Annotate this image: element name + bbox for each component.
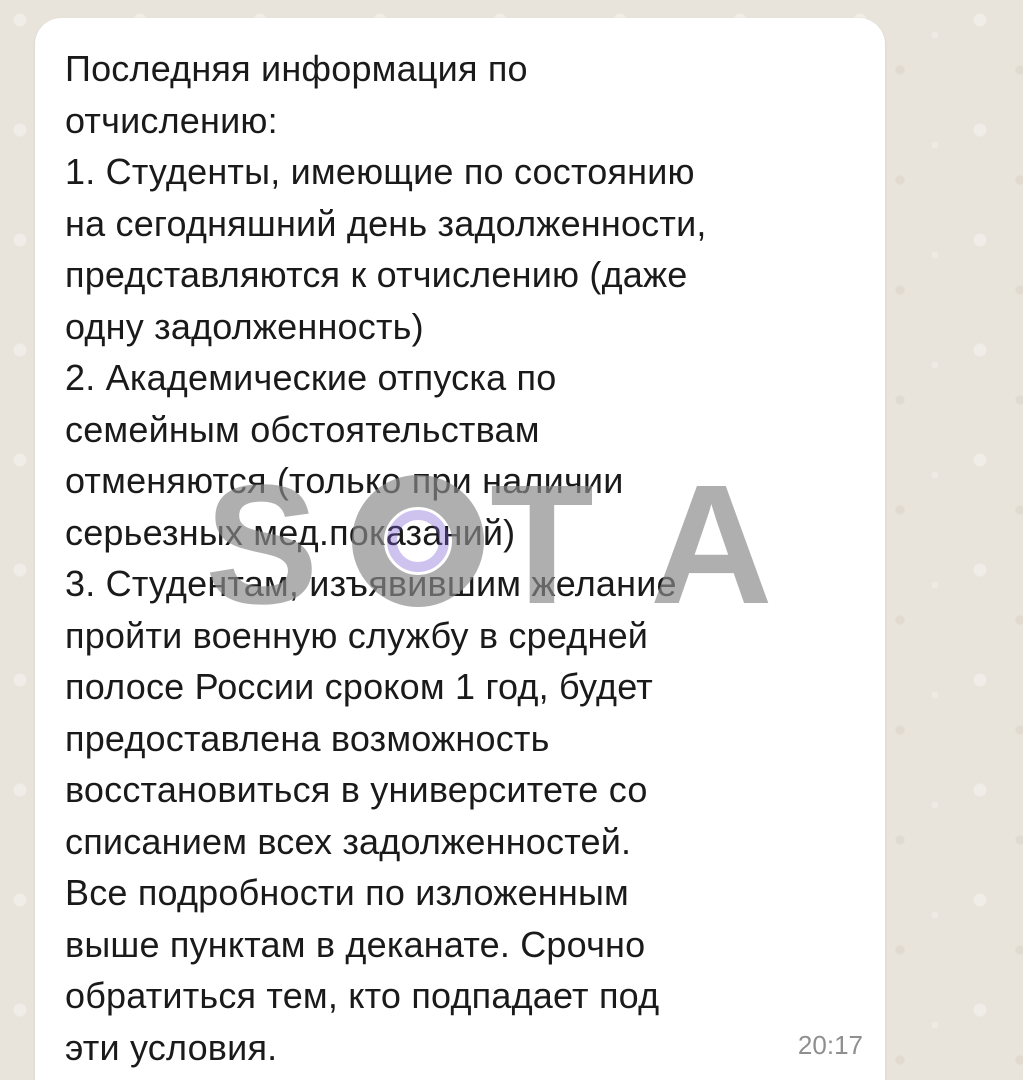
message-bubble[interactable] [35, 18, 885, 1080]
watermark-letter: S [205, 465, 319, 615]
message-line: на сегодняшний день задолженности, [65, 202, 707, 244]
message-line: представляются к отчислению (даже [65, 254, 688, 295]
message-line: предоставлена возможность [65, 717, 550, 759]
message-line: списанием всех задолженностей. [65, 820, 632, 862]
message-line: обратиться тем, кто подпадает под [65, 975, 660, 1016]
message-timestamp: 20:17 [797, 1030, 863, 1060]
message-line: восстановиться в университете со [65, 769, 648, 810]
message-line: 3. Студентам, изъявившим желание [65, 563, 677, 604]
message-line: отменяются (только при наличии [65, 460, 624, 501]
message-line: семейным обстоятельствам [65, 408, 540, 450]
message-line: 1. Студенты, имеющие по состоянию [65, 151, 695, 192]
message-line: эти условия. [65, 1026, 278, 1068]
message-line: серьезных мед.показаний) [65, 511, 516, 553]
message-line: выше пунктам в деканате. Срочно [65, 923, 646, 965]
message-line: пройти военную службу в средней [65, 614, 649, 656]
watermark-letter: T [490, 465, 594, 615]
message-line: Последняя информация по [65, 48, 528, 89]
message-text [65, 43, 855, 1073]
watermark-letter: A [650, 465, 773, 615]
message-line: 2. Академические отпуска по [65, 357, 557, 398]
message-line: Все подробности по изложенным [65, 872, 629, 913]
message-line: отчислению: [65, 99, 278, 141]
message-line: полосе России сроком 1 год, будет [65, 666, 653, 707]
message-line: одну задолженность) [65, 305, 424, 347]
